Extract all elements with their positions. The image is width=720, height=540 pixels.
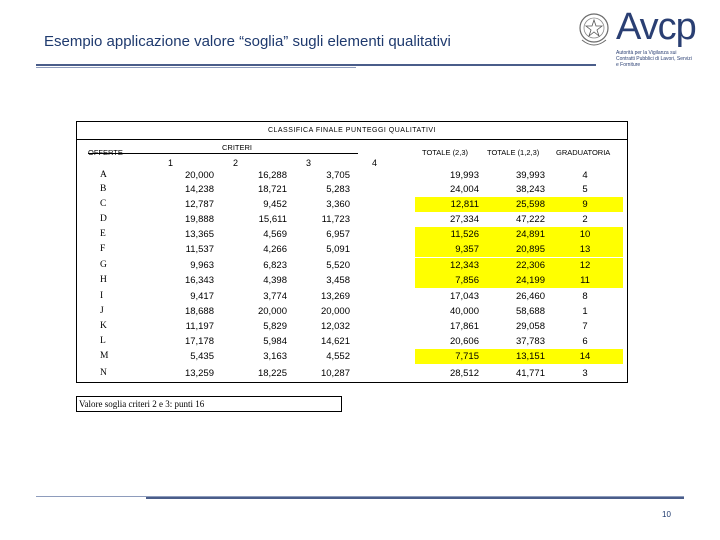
criterion-1-score: 9,417: [190, 291, 214, 302]
italian-emblem-icon: [576, 10, 612, 50]
table-row: [76, 227, 628, 242]
criterion-2-score: 18,721: [257, 184, 287, 195]
criterion-3-score: 3,705: [326, 170, 350, 181]
slide-title: Esempio applicazione valore “soglia” sugli elementi qualitativi: [44, 33, 451, 50]
criterion-1-score: 13,259: [184, 368, 214, 379]
table-row: [76, 289, 628, 304]
logo-wordmark: Avcp: [616, 6, 696, 48]
totale-123-score: 24,891: [481, 227, 547, 242]
criterion-1-score: 18,688: [184, 306, 214, 317]
row-offer-label: E: [100, 229, 106, 239]
row-offer-label: A: [100, 170, 107, 180]
row-offer-label: H: [100, 275, 107, 285]
criterion-1-score: 14,238: [184, 184, 214, 195]
criteri-header: CRITERI: [222, 143, 252, 152]
criterion-3-score: 13,269: [320, 291, 350, 302]
graduatoria-rank: 9: [547, 197, 623, 212]
criterion-1-score: 20,000: [184, 170, 214, 181]
graduatoria-rank: 1: [582, 306, 588, 317]
criterion-1-score: 12,787: [184, 199, 214, 210]
table-row: [76, 334, 628, 349]
totale-123-score: 25,598: [481, 197, 547, 212]
totale-23-score: 7,856: [415, 273, 481, 288]
graduatoria-rank: 14: [547, 349, 623, 364]
totale-123-score: 13,151: [481, 349, 547, 364]
criterion-3-score: 10,287: [320, 368, 350, 379]
criterion-2-score: 20,000: [257, 306, 287, 317]
criterion-3-score: 5,283: [326, 184, 350, 195]
graduatoria-rank: 4: [582, 170, 588, 181]
table-title-divider: [77, 139, 627, 140]
criterion-3-score: 5,091: [326, 244, 350, 255]
criterion-2-score: 5,829: [263, 321, 287, 332]
table-row: [76, 349, 628, 364]
threshold-footnote: Valore soglia criteri 2 e 3: punti 16: [76, 396, 342, 412]
totale-23-header: TOTALE (2,3): [422, 148, 468, 157]
row-offer-label: L: [100, 336, 106, 346]
graduatoria-rank: 11: [547, 273, 623, 288]
table-row: [76, 273, 628, 288]
criterion-1-score: 16,343: [184, 275, 214, 286]
totale-123-score: 20,895: [481, 242, 547, 257]
totale-123-score: 29,058: [515, 321, 545, 332]
row-offer-label: B: [100, 184, 107, 194]
totale-123-score: 26,460: [515, 291, 545, 302]
table-row: [76, 304, 628, 319]
criterion-1-score: 11,197: [185, 321, 214, 332]
criterion-1-header: 1: [168, 158, 174, 168]
graduatoria-rank: 12: [547, 258, 623, 273]
row-offer-label: I: [100, 291, 104, 301]
totale-123-score: 37,783: [515, 336, 545, 347]
criterion-2-score: 6,823: [263, 260, 287, 271]
row-offer-label: G: [100, 260, 107, 270]
totale-123-score: 24,199: [481, 273, 547, 288]
totale-23-score: 17,043: [449, 291, 479, 302]
criterion-3-score: 14,621: [320, 336, 350, 347]
graduatoria-rank: 6: [582, 336, 588, 347]
criterion-3-score: 3,360: [326, 199, 350, 210]
row-offer-label: N: [100, 368, 107, 378]
totale-23-score: 7,715: [415, 349, 481, 364]
criterion-4-header: 4: [372, 158, 378, 168]
graduatoria-rank: 5: [582, 184, 588, 195]
table-title: CLASSIFICA FINALE PUNTEGGI QUALITATIVI: [267, 127, 437, 134]
totale-123-score: 58,688: [515, 306, 545, 317]
graduatoria-header: GRADUATORIA: [556, 148, 611, 157]
totale-23-score: 17,861: [449, 321, 479, 332]
criterion-1-score: 5,435: [190, 351, 214, 362]
totale-123-score: 41,771: [515, 368, 545, 379]
criterion-1-score: 19,888: [184, 214, 214, 225]
totale-23-score: 24,004: [449, 184, 479, 195]
criterion-2-score: 9,452: [263, 199, 287, 210]
criterion-3-score: 20,000: [320, 306, 350, 317]
table-row: [76, 168, 628, 183]
criterion-3-score: 5,520: [326, 260, 350, 271]
criterion-2-score: 16,288: [257, 170, 287, 181]
logo-subtitle: Autorità per la Vigilanza sui Contratti Pubblici di Lavori, Servizi e Forniture: [616, 50, 692, 68]
criterion-1-score: 13,365: [184, 229, 214, 240]
criterion-2-score: 3,163: [263, 351, 287, 362]
totale-23-score: 27,334: [449, 214, 479, 225]
criterion-2-header: 2: [233, 158, 239, 168]
criteri-divider: [88, 153, 358, 154]
criterion-3-score: 6,957: [326, 229, 350, 240]
totale-23-score: 28,512: [449, 368, 479, 379]
table-row: [76, 258, 628, 273]
totale-23-score: 12,811: [415, 197, 481, 212]
graduatoria-rank: 13: [547, 242, 623, 257]
criterion-2-score: 4,398: [263, 275, 287, 286]
table-row: [76, 212, 628, 227]
totale-23-score: 19,993: [449, 170, 479, 181]
row-offer-label: K: [100, 321, 107, 331]
row-offer-label: J: [100, 306, 104, 316]
row-offer-label: M: [100, 351, 109, 361]
criterion-1-score: 17,178: [184, 336, 214, 347]
title-divider: [36, 64, 596, 66]
totale-123-score: 22,306: [481, 258, 547, 273]
graduatoria-rank: 3: [582, 368, 588, 379]
totale-123-score: 47,222: [515, 214, 545, 225]
avcp-logo: [572, 6, 696, 68]
totale-123-score: 38,243: [515, 184, 545, 195]
table-row: [76, 242, 628, 257]
totale-23-score: 40,000: [449, 306, 479, 317]
footer-divider-dark: [146, 497, 684, 499]
criterion-3-score: 4,552: [326, 351, 350, 362]
totale-123-score: 39,993: [515, 170, 545, 181]
table-row: [76, 182, 628, 197]
row-offer-label: D: [100, 214, 107, 224]
table-row: [76, 366, 628, 381]
criterion-2-score: 3,774: [263, 291, 287, 302]
table-row: [76, 319, 628, 334]
criterion-2-score: 4,266: [263, 244, 287, 255]
row-offer-label: F: [100, 244, 106, 254]
graduatoria-rank: 2: [582, 214, 588, 225]
criterion-1-score: 9,963: [190, 260, 214, 271]
totale-23-score: 20,606: [449, 336, 479, 347]
criterion-3-score: 3,458: [326, 275, 350, 286]
totale-23-score: 11,526: [415, 227, 481, 242]
criterion-2-score: 15,611: [258, 214, 287, 225]
criterion-3-score: 11,723: [321, 214, 350, 225]
page-number: 10: [662, 510, 671, 519]
totale-23-score: 9,357: [415, 242, 481, 257]
title-divider-light: [36, 67, 356, 68]
row-offer-label: C: [100, 199, 107, 209]
graduatoria-rank: 7: [582, 321, 588, 332]
criterion-2-score: 4,569: [263, 229, 287, 240]
graduatoria-rank: 8: [582, 291, 588, 302]
totale-123-header: TOTALE (1,2,3): [487, 148, 540, 157]
criterion-3-score: 12,032: [320, 321, 350, 332]
criterion-3-header: 3: [306, 158, 312, 168]
criterion-2-score: 18,225: [257, 368, 287, 379]
graduatoria-rank: 10: [547, 227, 623, 242]
table-row: [76, 197, 628, 212]
criterion-1-score: 11,537: [185, 244, 214, 255]
totale-23-score: 12,343: [415, 258, 481, 273]
criterion-2-score: 5,984: [263, 336, 287, 347]
